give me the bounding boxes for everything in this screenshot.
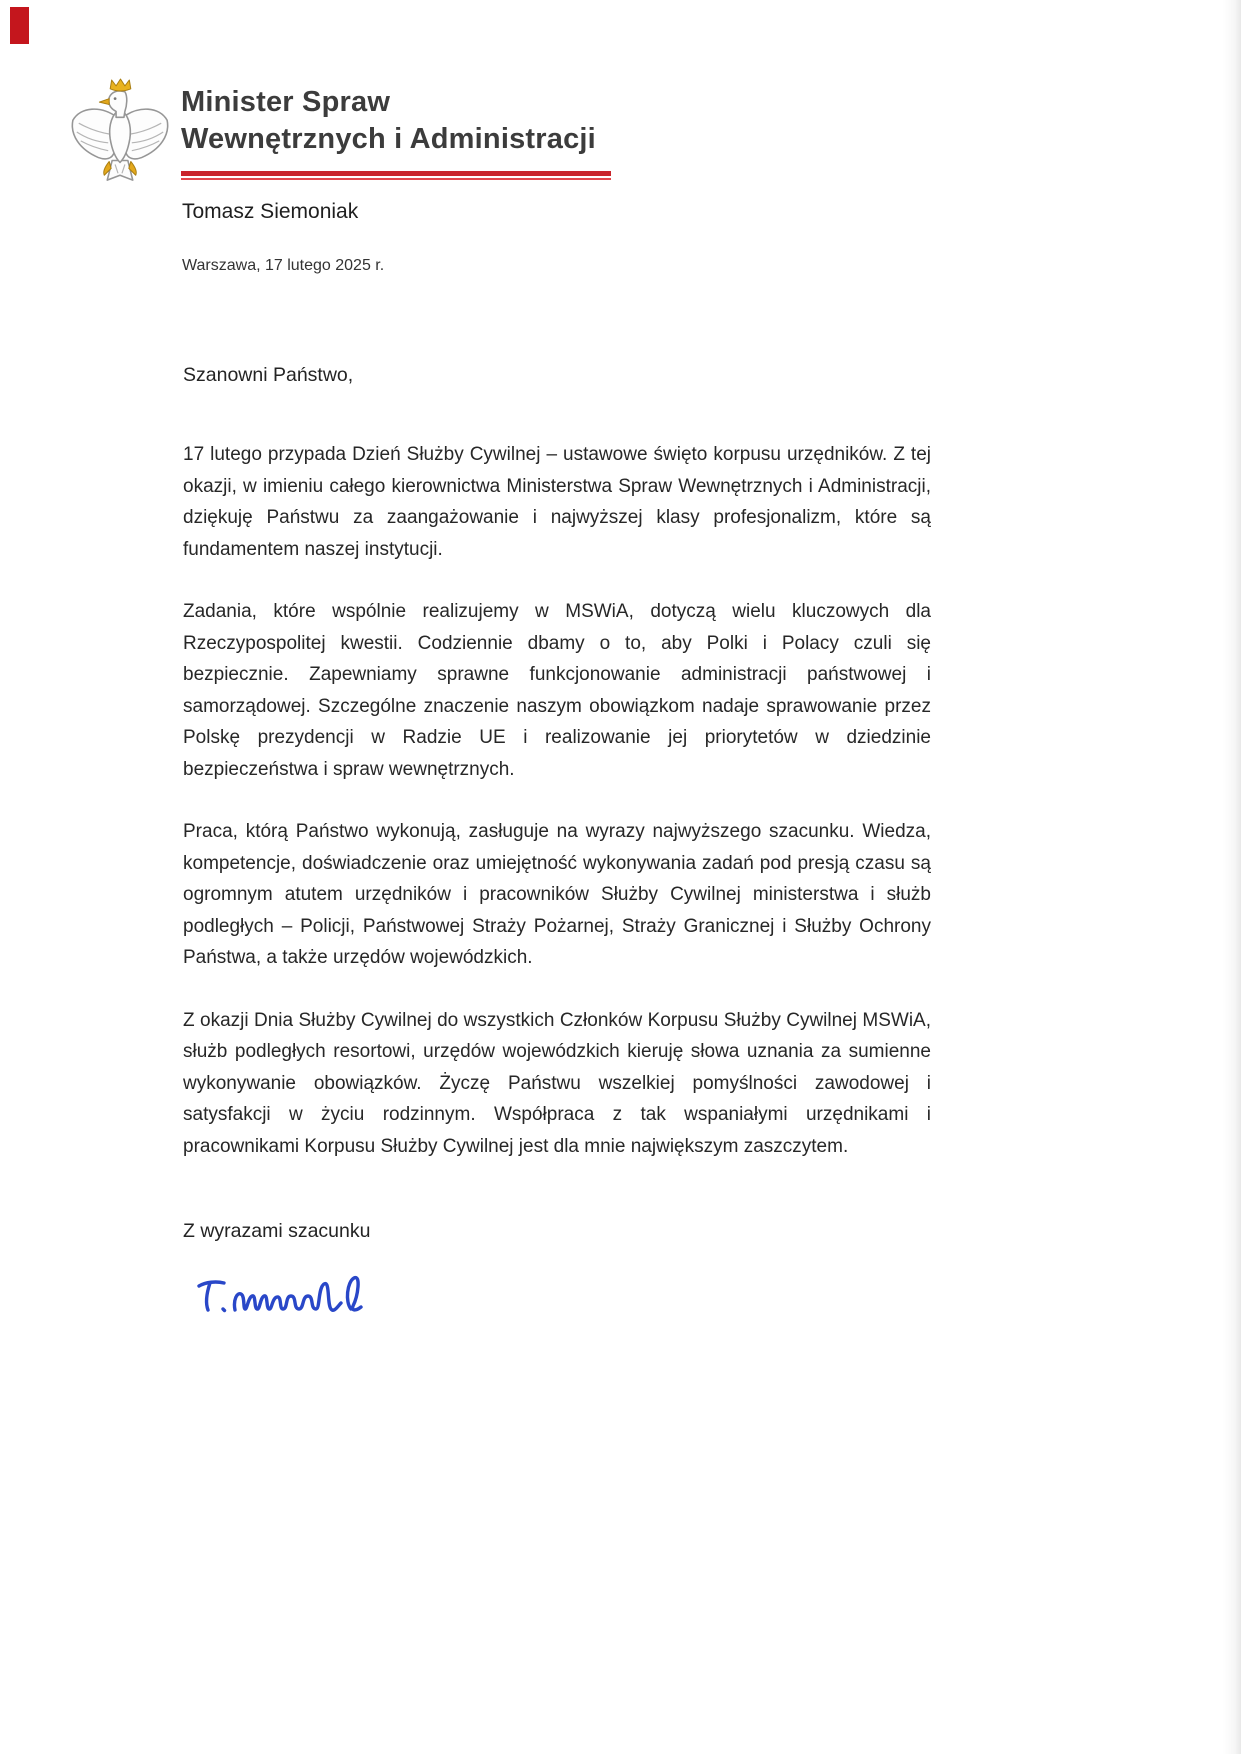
paragraph-2: Zadania, które wspólnie realizujemy w MSWiA, dotyczą wielu kluczowych dla Rzeczypospolitej kwestii. Codziennie dbamy o to, aby Polki i Polacy czuli się bezpiecznie. Zapewniamy sprawne funkcjonowanie administracji państwowej i samorządowej. Szczególne znaczenie naszym obowiązkom nadaje sprawowanie przez Polskę prezydencji w Radzie UE i realizowanie jej priorytetów w dziedzinie bezpieczeństwa i spraw wewnętrznych. <box>183 601 931 780</box>
minister-name: Tomasz Siemoniak <box>182 200 359 223</box>
salutation: Szanowni Państwo, <box>183 364 354 386</box>
ministry-title-line1: Minister Spraw <box>181 86 391 118</box>
letter-body <box>183 364 931 1325</box>
polish-eagle-emblem-icon <box>66 76 174 192</box>
red-divider-thin-line <box>181 178 611 180</box>
red-divider-thick-line <box>181 171 611 176</box>
paragraph-1: 17 lutego przypada Dzień Służby Cywilnej – ustawowe święto korpusu urzędników. Z tej okazji, w imieniu całego kierownictwa Ministerstwa Spraw Wewnętrznych i Administracji, dziękuję Państwu za zaangażowanie i najwyższej klasy profesjonalizm, które są fundamentem naszej instytucji. <box>183 444 931 560</box>
paragraph-3: Praca, którą Państwo wykonują, zasługuje na wyrazy najwyższego szacunku. Wiedza, kompetencje, doświadczenie oraz umiejętność wykonywania zadań pod presją czasu są ogromnym atutem urzędników i pracowników Służby Cywilnej ministerstwa i służb podległych – Policji, Państwowej Straży Pożarnej, Straży Granicznej i Służby Ochrony Państwa, a także urzędów wojewódzkich. <box>183 821 931 968</box>
ministry-title-line2: Wewnętrznych i Administracji <box>181 123 596 155</box>
handwritten-signature-image <box>193 1259 403 1325</box>
red-divider <box>181 171 611 180</box>
closing-phrase: Z wyrazami szacunku <box>183 1220 371 1242</box>
ministry-title <box>181 84 596 158</box>
paragraph-4: Z okazji Dnia Służby Cywilnej do wszystkich Członków Korpusu Służby Cywilnej MSWiA, służb podległych resortowi, urzędów wojewódzkich kieruję słowa uznania za sumienne wykonywanie obowiązków. Życzę Państwu wszelkiej pomyślności zawodowej i satysfakcji w życiu rodzinnym. Współpraca z tak wspaniałymi urzędnikami i pracownikami Korpusu Służby Cywilnej jest dla mnie największym zaszczytem. <box>183 1009 931 1157</box>
place-and-date: Warszawa, 17 lutego 2025 r. <box>182 257 385 274</box>
scan-artifact-red-mark <box>10 7 29 44</box>
